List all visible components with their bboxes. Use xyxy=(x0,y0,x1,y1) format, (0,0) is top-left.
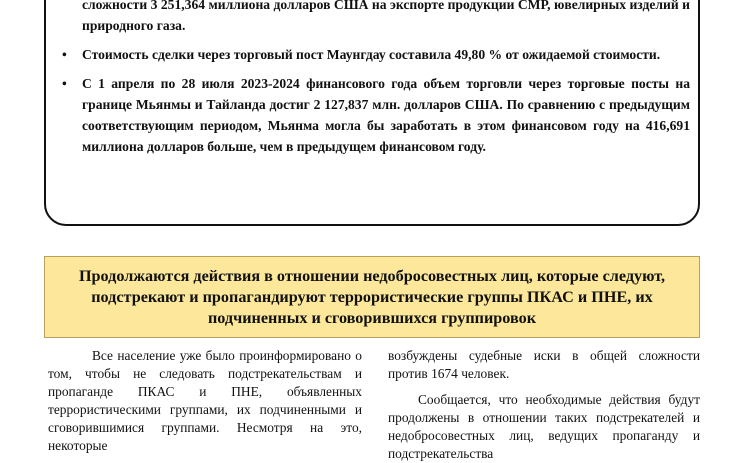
bullet-text: Стоимость сделки через торговый пост Маунгдау составила 49,80 % от ожидаемой стоимости. xyxy=(82,47,661,62)
right-paragraph-2: Сообщается, что необходимые действия будут продолжены в отношении таких подстрекателей и недобросовестных лиц, ведущих пропаганду и подстрекательства xyxy=(388,392,700,461)
bullet-text: С 1 апреля по 28 июля 2023-2024 финансового года объем торговли через торговые посты на границе Мьянмы и Тайланда достиг 2 127,837 млн. долларов США. По сравнению с предыдущим соответствующим периодом, Мьянма могла бы заработать в этом финансовом году на 416,691 миллиона долларов больше, чем в предыдущем финансовом году. xyxy=(82,76,690,154)
right-paragraph-1: возбуждены судебные иски в общей сложности против 1674 человек. xyxy=(388,348,700,381)
bullet-dot-icon: • xyxy=(62,47,67,62)
headline-title: Продолжаются действия в отношении недобросовестных лиц, которые следуют, подстрекают и пропагандируют террористические группы ПКАС и ПНЕ, их подчиненных и сговорившихся группировок xyxy=(78,266,666,327)
bullet-item xyxy=(60,73,690,157)
headline-banner xyxy=(44,256,700,338)
bullet-text: сложности 3 251,364 миллиона долларов США на экспорте продукции СМР, ювелирных изделий и природного газа. xyxy=(82,0,690,33)
bullet-dot-icon: • xyxy=(62,76,67,91)
bullet-item xyxy=(60,0,690,36)
bullet-item xyxy=(60,44,690,65)
left-column xyxy=(48,347,362,455)
left-paragraph: Все население уже было проинформировано о том, чтобы не следовать подстрекательствам и пропаганде ПКАС и ПНЕ, объявленных террористическими группами, их подчиненными и сговорившимися группами. Несмотря на это, некоторые xyxy=(48,348,362,453)
right-column xyxy=(388,347,700,463)
bullet-list xyxy=(60,0,690,165)
